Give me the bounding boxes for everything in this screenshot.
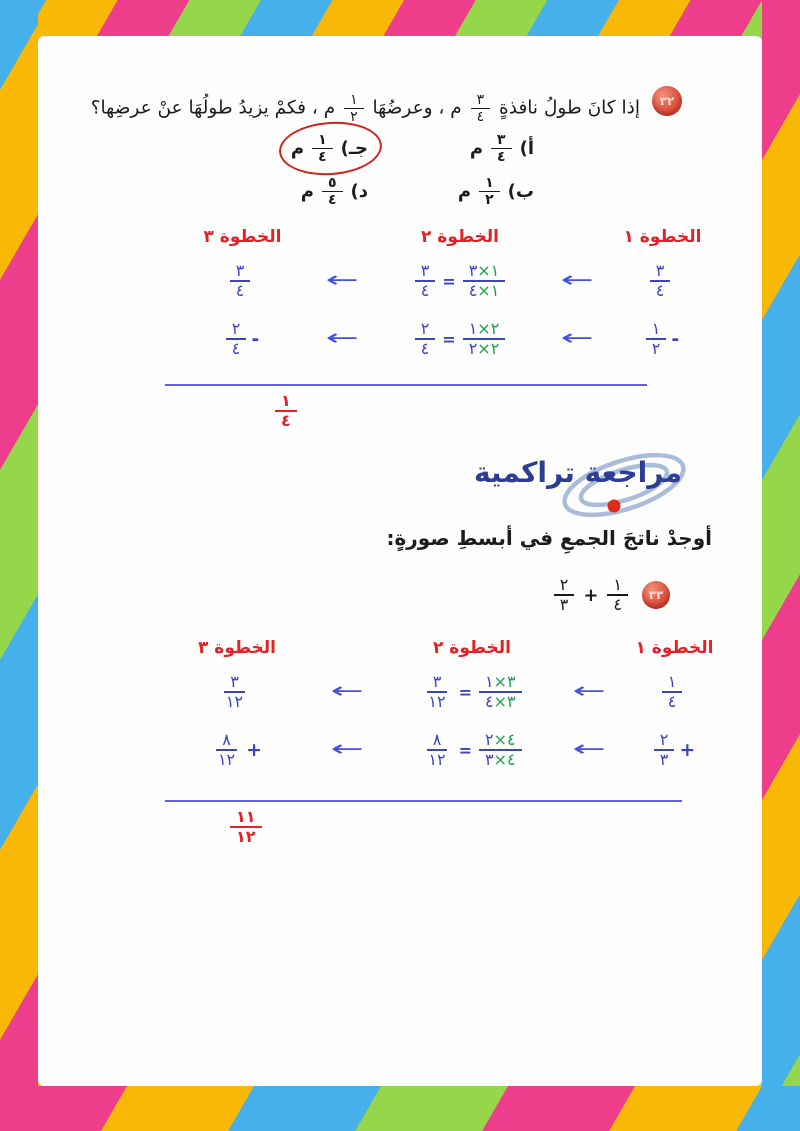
fraction-denominator: ٢ xyxy=(350,109,358,126)
step-3-header: الخطوة ٣ xyxy=(203,227,282,247)
fraction-numerator: ١ xyxy=(344,92,364,109)
product-fraction xyxy=(479,731,522,770)
question-text xyxy=(91,86,640,125)
operator-sign: + xyxy=(246,739,263,761)
numerator-digit: ١ xyxy=(468,318,478,338)
left-arrow-icon: ← xyxy=(325,326,360,351)
fraction-numerator: ١ xyxy=(275,392,297,412)
multiplier-green: ٢× xyxy=(477,339,500,358)
fraction-numerator: ١ xyxy=(662,673,683,693)
t1-r2-step1 xyxy=(646,320,679,359)
plus-sign: + xyxy=(583,584,599,606)
fraction-numerator: ٨ xyxy=(427,731,448,751)
multiplier-green: ٤× xyxy=(493,750,516,769)
question-text-start: إذا كانَ طولُ نافذةٍ xyxy=(499,97,640,119)
instruction-text: أوجدْ ناتجَ الجمعِ في أبسطِ صورةٍ: xyxy=(386,526,712,550)
left-arrow-icon: ← xyxy=(572,679,607,704)
fraction-numerator: ٣ xyxy=(471,92,491,109)
fraction-denominator: ١٢ xyxy=(225,692,244,711)
fraction-denominator: ٤ xyxy=(327,192,337,209)
denominator-digit: ٤ xyxy=(485,692,494,711)
multiplier-green: ٣× xyxy=(493,671,516,691)
fraction-numerator: ٣ xyxy=(230,262,251,282)
product-fraction xyxy=(463,262,506,301)
worksheet-page xyxy=(38,36,762,1086)
sum-line xyxy=(165,800,682,802)
multiplier-green: ٤× xyxy=(493,729,516,749)
fraction-denominator: ٤ xyxy=(476,109,485,126)
question-number: ٣٢ xyxy=(659,94,675,108)
cumulative-review-heading xyxy=(474,456,682,489)
table-2-result xyxy=(230,808,262,847)
step-3-header: الخطوة ٣ xyxy=(197,638,277,658)
fraction-numerator: ١١ xyxy=(230,808,262,828)
left-arrow-icon: ← xyxy=(560,326,595,351)
operator-sign: + xyxy=(679,739,696,761)
left-arrow-icon: ← xyxy=(330,679,364,704)
fraction-numerator: ٣ xyxy=(491,132,512,149)
fraction-numerator: ٣ xyxy=(427,673,448,693)
inline-fraction xyxy=(471,92,491,125)
fraction-numerator: ٣ xyxy=(415,262,436,282)
numerator-digit: ١ xyxy=(485,671,494,691)
t2-r2-step1 xyxy=(654,731,696,770)
steps-table-1 xyxy=(180,222,710,368)
striped-border-left xyxy=(0,0,38,1131)
fraction-numerator: ٣ xyxy=(650,262,671,282)
fraction-numerator: ٢ xyxy=(554,576,575,596)
option-fraction xyxy=(322,175,343,208)
unit-label: م xyxy=(290,138,305,160)
fraction-denominator: ٣ xyxy=(559,595,569,615)
fraction-denominator: ٤ xyxy=(613,595,622,615)
question-number: ٣٣ xyxy=(648,588,664,603)
fraction-denominator: ١٢ xyxy=(428,692,446,711)
step-1-header: الخطوة ١ xyxy=(623,227,702,247)
multiplier-green: ٣× xyxy=(493,692,516,711)
option-key: ب) xyxy=(507,181,534,203)
fraction-denominator: ٤ xyxy=(497,149,506,166)
option-key: د) xyxy=(350,181,368,203)
t1-r1-step1 xyxy=(650,262,676,301)
option-a xyxy=(470,132,534,165)
t2-r2-step2 xyxy=(422,731,521,770)
table-1-result xyxy=(275,392,297,431)
fraction-denominator: ٢ xyxy=(485,192,494,209)
question-text-end: م ، فكمْ يزيدُ طولُهَا عنْ عرضِها؟ xyxy=(90,97,336,119)
operator-sign: - xyxy=(251,328,260,350)
product-fraction xyxy=(479,673,522,712)
fraction-numerator: ٢ xyxy=(415,320,436,340)
option-fraction xyxy=(312,132,333,165)
fraction-denominator: ٤ xyxy=(231,339,241,358)
option-d xyxy=(301,175,368,208)
unit-label: م xyxy=(300,181,314,203)
step-2-header: الخطوة ٢ xyxy=(432,638,512,658)
left-arrow-icon: ← xyxy=(330,737,364,762)
fraction-numerator: ٨ xyxy=(216,731,237,751)
question-text-mid: م ، وعرضُهَا xyxy=(372,97,462,119)
left-arrow-icon: ← xyxy=(572,737,607,762)
red-dot xyxy=(608,500,621,513)
fraction-denominator: ٣ xyxy=(659,750,669,769)
t2-r1-step2 xyxy=(422,673,521,712)
t1-r2-step2 xyxy=(415,320,506,359)
equals-sign: = xyxy=(442,329,456,349)
multiplier-green: ٢× xyxy=(477,318,500,338)
step-1-header: الخطوة ١ xyxy=(635,638,714,658)
option-b xyxy=(458,175,534,208)
option-j-selected xyxy=(291,132,368,165)
denominator-digit: ٤ xyxy=(468,281,478,300)
question-number-badge xyxy=(652,86,682,116)
multiplier-green: ١× xyxy=(477,281,500,300)
t1-r1-step2 xyxy=(415,262,506,301)
fraction-denominator: ٤ xyxy=(281,411,291,431)
option-key: أ) xyxy=(519,138,534,160)
option-fraction xyxy=(491,132,512,165)
left-arrow-icon: ← xyxy=(560,268,595,293)
addition-expression xyxy=(554,576,628,615)
left-arrow-icon: ← xyxy=(325,268,360,293)
equals-sign: = xyxy=(458,740,472,760)
t2-r1-step3 xyxy=(220,673,254,712)
steps-table-2 xyxy=(172,633,722,779)
unit-label: م xyxy=(457,181,472,203)
unit-label: م xyxy=(469,138,484,160)
numerator-digit: ٣ xyxy=(468,260,478,280)
t2-r1-step1 xyxy=(662,673,688,712)
fraction-denominator: ١٢ xyxy=(236,827,256,847)
option-key: جـ) xyxy=(340,138,368,160)
fraction-numerator: ١ xyxy=(312,132,333,149)
equals-sign: = xyxy=(458,682,472,702)
fraction-numerator: ٢ xyxy=(654,731,675,751)
fraction-denominator: ٤ xyxy=(235,281,245,300)
inline-fraction xyxy=(344,92,364,125)
fraction-numerator: ١ xyxy=(479,175,500,192)
fraction-denominator: ٤ xyxy=(655,281,665,300)
denominator-digit: ٣ xyxy=(485,750,494,769)
fraction-denominator: ٤ xyxy=(420,281,430,300)
t2-r2-step3 xyxy=(212,731,262,770)
fraction-numerator: ١ xyxy=(607,576,628,596)
sum-line xyxy=(165,384,647,386)
product-fraction xyxy=(463,320,506,359)
multiplier-green: ١× xyxy=(477,260,500,280)
fraction-numerator: ٢ xyxy=(226,320,247,340)
striped-border-right xyxy=(762,0,800,1131)
numerator-digit: ٢ xyxy=(485,729,494,749)
question-32 xyxy=(91,86,682,125)
fraction-numerator: ٥ xyxy=(322,175,343,192)
denominator-digit: ٢ xyxy=(468,339,478,358)
fraction-numerator: ٣ xyxy=(224,673,245,693)
section-title: مراجعة تراكمية xyxy=(473,456,682,489)
fraction-numerator: ١ xyxy=(646,320,667,340)
question-number-badge xyxy=(642,581,670,609)
t1-r1-step3 xyxy=(230,262,256,301)
fraction-denominator: ٤ xyxy=(318,149,327,166)
step-2-header: الخطوة ٢ xyxy=(420,227,500,247)
answer-options xyxy=(248,132,534,208)
fraction-denominator: ١٢ xyxy=(428,750,446,769)
striped-border-bottom xyxy=(0,1086,800,1131)
question-33 xyxy=(554,576,670,615)
fraction-denominator: ١٢ xyxy=(217,750,236,769)
fraction-denominator: ٤ xyxy=(420,339,430,358)
operator-sign: - xyxy=(671,328,680,350)
t1-r2-step3 xyxy=(226,320,259,359)
fraction-denominator: ٤ xyxy=(667,692,677,711)
fraction-denominator: ٢ xyxy=(651,339,661,358)
option-fraction xyxy=(479,175,500,208)
equals-sign: = xyxy=(442,271,456,291)
